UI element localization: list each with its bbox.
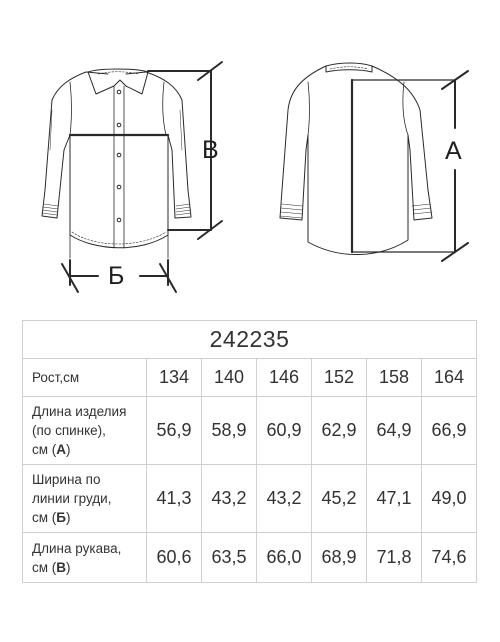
table-cell-value: 43,2 (202, 465, 257, 533)
dimension-letter-back-length: А (445, 137, 462, 165)
table-cell-value: 49,0 (422, 465, 477, 533)
dimension-letter-sleeve: В (202, 136, 219, 164)
height-header-label: Рост,см (23, 359, 147, 397)
table-cell-value: 41,3 (147, 465, 202, 533)
row-label-close: ) (65, 510, 71, 525)
table-cell-value: 60,6 (147, 533, 202, 583)
row-label-letter: В (56, 559, 67, 575)
table-cell-value: 74,6 (422, 533, 477, 583)
table-cell-value: 63,5 (202, 533, 257, 583)
garment-technical-drawing (0, 0, 500, 310)
row-label-close: ) (66, 442, 71, 457)
table-cell-value: 58,9 (202, 397, 257, 465)
row-label-line: (по спинке), (32, 423, 106, 438)
size-table (22, 320, 477, 583)
table-cell-value: 66,0 (257, 533, 312, 583)
table-cell-value: 47,1 (367, 465, 422, 533)
row-label-line: Длина изделия (32, 404, 127, 419)
back-length-dimension-line (442, 71, 468, 261)
table-cell-value: 64,9 (367, 397, 422, 465)
table-cell-value: 66,9 (422, 397, 477, 465)
row-label-chest (23, 465, 147, 533)
table-cell-value: 68,9 (312, 533, 367, 583)
table-row-sleeve (23, 533, 477, 583)
table-cell-value: 45,2 (312, 465, 367, 533)
row-label-sleeve (23, 533, 147, 583)
size-header: 134 (147, 359, 202, 397)
row-label-close: ) (66, 559, 71, 575)
back-shirt-sketch (280, 63, 455, 255)
table-cell-value: 71,8 (367, 533, 422, 583)
table-row-chest (23, 465, 477, 533)
row-label-unit: см ( (32, 559, 57, 575)
row-label-unit: см ( (32, 442, 57, 457)
size-header: 164 (422, 359, 477, 397)
row-label-line: Ширина по (32, 472, 101, 487)
row-label-letter: А (56, 442, 67, 457)
size-header: 140 (202, 359, 257, 397)
row-label-unit: см ( (32, 510, 57, 525)
row-label-line: линии груди, (32, 491, 112, 506)
row-label-length (23, 397, 147, 465)
table-cell-value: 43,2 (257, 465, 312, 533)
dimension-letter-chest: Б (108, 262, 125, 290)
article-number: 242235 (23, 321, 477, 359)
row-label-line: Длина рукава, (32, 540, 122, 556)
table-cell-value: 60,9 (257, 397, 312, 465)
table-cell-value: 56,9 (147, 397, 202, 465)
table-header-row (23, 359, 477, 397)
table-row-length (23, 397, 477, 465)
table-title-row (23, 321, 477, 359)
row-label-letter: Б (56, 510, 66, 525)
size-header: 158 (367, 359, 422, 397)
table-cell-value: 62,9 (312, 397, 367, 465)
size-header: 146 (257, 359, 312, 397)
size-header: 152 (312, 359, 367, 397)
